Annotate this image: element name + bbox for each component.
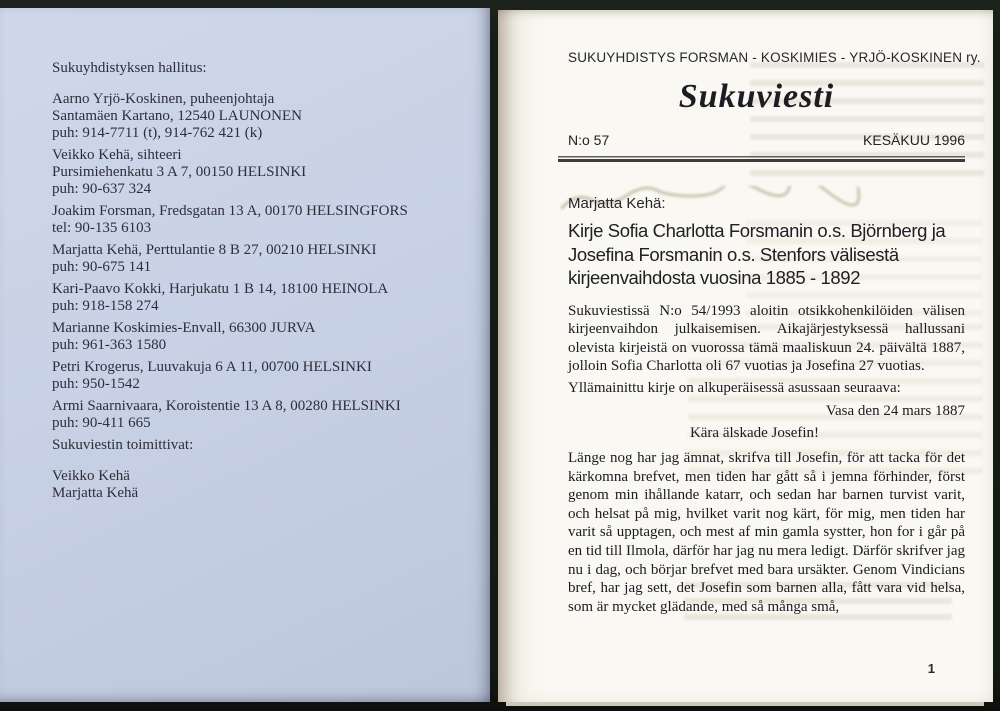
editor-name-line: Marjatta Kehä [52,485,139,501]
member-phone-line: tel: 90-135 6103 [52,220,152,236]
letter-dateline: Vasa den 24 mars 1887 [825,403,965,419]
intro-paragraph: Sukuviestissä N:o 54/1993 aloitin otsikkohenkilöiden välisen kirjeenvaihdon julkaisemisen. Aikajärjestyksessä hallussani olevista kirjeistä on vuorossa tämä maaliskuun 24. päivältä 1887, jolloin Sofia Charlotta oli 67 vuotias ja Josefina 27 vuotias. [568,302,965,374]
page-number: 1 [927,661,935,676]
member-phone-line: puh: 90-637 324 [52,181,152,197]
editor-name-line: Veikko Kehä [52,468,130,484]
member-entry [52,398,490,432]
article-title-line: kirjeenvaihdosta vuosina 1885 - 1892 [568,267,861,288]
board-heading [52,60,490,77]
member-name-line: Kari-Paavo Kokki, Harjukatu 1 B 14, 18100 HEINOLA [52,281,389,297]
member-name-line: Aarno Yrjö-Koskinen, puheenjohtaja [52,91,275,107]
member-phone-line: puh: 90-675 141 [52,259,152,275]
board-list [0,8,490,502]
member-phone-line: puh: 914-7711 (t), 914-762 421 (k) [52,125,263,141]
member-address-line: Pursimiehenkatu 3 A 7, 00150 HELSINKI [52,164,307,180]
article-author: Marjatta Kehä: [568,195,666,212]
member-entry [52,147,490,198]
member-name-line: Petri Krogerus, Luuvakuja 6 A 11, 00700 HELSINKI [52,359,372,375]
letter-salutation: Kära älskade Josefin! [689,425,820,441]
member-phone-line: puh: 90-411 665 [52,415,151,431]
page-edge-stack [506,702,984,706]
issue-number: N:o 57 [568,132,610,148]
editors-entry [52,468,490,502]
article-title-line: Josefina Forsmanin o.s. Stenfors välisestä [568,243,899,265]
article-title [568,219,965,290]
member-name-line: Joakim Forsman, Fredsgatan 13 A, 00170 HELSINGFORS [52,203,408,219]
member-address-line: Santamäen Kartano, 12540 LAUNONEN [52,108,302,124]
masthead-rule [558,156,965,162]
editors-heading [52,437,490,454]
board-heading-line: Sukuyhdistyksen hallitus: [52,60,207,76]
left-page [0,8,490,702]
member-entry [52,281,490,315]
member-phone-line: puh: 961-363 1580 [52,337,167,353]
member-entry [52,320,490,354]
member-name-line: Armi Saarnivaara, Koroistentie 13 A 8, 00280 HELSINKI [52,398,401,414]
member-name-line: Marianne Koskimies-Envall, 66300 JURVA [52,320,316,336]
member-name-line: Veikko Kehä, sihteeri [52,147,182,163]
society-name: SUKUYHDISTYS FORSMAN - KOSKIMIES - YRJÖ-KOSKINEN ry. [568,50,981,65]
member-entry [52,91,490,142]
letter-paragraph: Länge nog har jag ämnat, skrifva till Josefin, för att tacka för det kärkomna brefvet, men tiden har gått så i jemna förhinder, först genom min ihållande katarr, och sedan har barnen turvist varit, och helsat på mig, hvilket varit nog kärt, för mig, men tiden har varit så upptagen, och mest af min gamla systter, hon for i går på en tid till Ilmola, därför har jag nu mera ledigt. Därför skrifver jag nu i dag, och börjar brefvet med bara ursäkter. Genom Vindicians bref, har jag sett, det Josefin som barnen alla, fått vara vid helsa, som är mycket glädande, med så många små, [568,450,965,615]
right-page-content [498,10,993,702]
member-phone-line: puh: 918-158 274 [52,298,159,314]
issue-row [568,132,965,148]
masthead-title: Sukuviesti [678,78,835,115]
article-title-line: Kirje Sofia Charlotta Forsmanin o.s. Björnberg ja [568,220,946,241]
member-phone-line: puh: 950-1542 [52,376,140,392]
right-page [498,10,993,702]
member-entry [52,242,490,276]
editors-heading-line: Sukuviestin toimittivat: [52,437,194,453]
member-entry [52,203,490,237]
member-name-line: Marjatta Kehä, Perttulantie 8 B 27, 00210 HELSINKI [52,242,377,258]
lead-in-line: Yllämainittu kirje on alkuperäisessä asussaan seuraava: [568,379,901,396]
issue-date: KESÄKUU 1996 [863,132,965,148]
member-entry [52,359,490,393]
